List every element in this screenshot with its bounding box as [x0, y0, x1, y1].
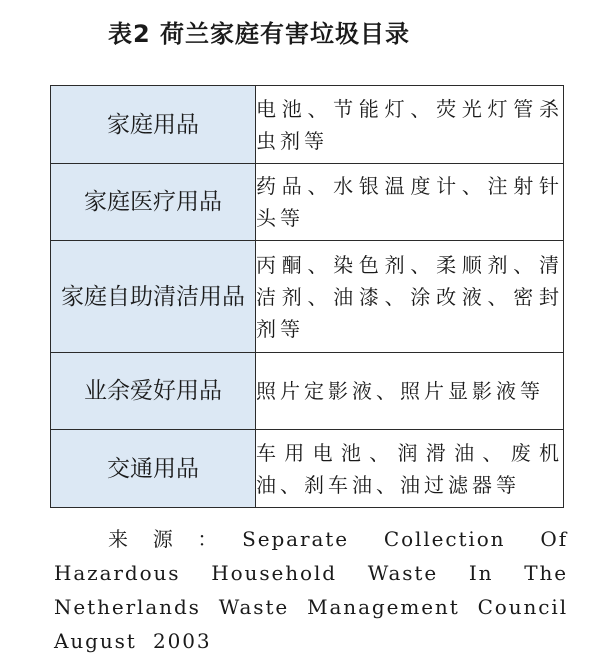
items-cell: 照片定影液、照片显影液等: [256, 353, 564, 430]
table-row: [51, 241, 564, 353]
category-cell: 家庭医疗用品: [51, 164, 256, 241]
items-cell: 电池、节能灯、荧光灯管杀虫剂等: [256, 86, 564, 164]
table-row: [51, 353, 564, 430]
category-cell: 家庭自助清洁用品: [51, 241, 256, 353]
category-cell: 业余爱好用品: [51, 353, 256, 430]
hazardous-waste-table: [50, 85, 564, 508]
table-row: [51, 430, 564, 508]
source-text: Separate Collection Of Hazardous Household Waste In The Netherlands Waste Management Council August 2003: [54, 527, 569, 653]
source-label: 来源：: [108, 527, 243, 551]
source-note: [54, 522, 568, 658]
table-title: 表2 荷兰家庭有害垃圾目录: [108, 20, 411, 48]
items-cell: 药品、水银温度计、注射针头等: [256, 164, 564, 241]
table-row: [51, 86, 564, 164]
items-cell: 车用电池、润滑油、废机油、刹车油、油过滤器等: [256, 430, 564, 508]
category-cell: 交通用品: [51, 430, 256, 508]
table-row: [51, 164, 564, 241]
category-cell: 家庭用品: [51, 86, 256, 164]
items-cell: 丙酮、染色剂、柔顺剂、清洁剂、油漆、涂改液、密封剂等: [256, 241, 564, 353]
